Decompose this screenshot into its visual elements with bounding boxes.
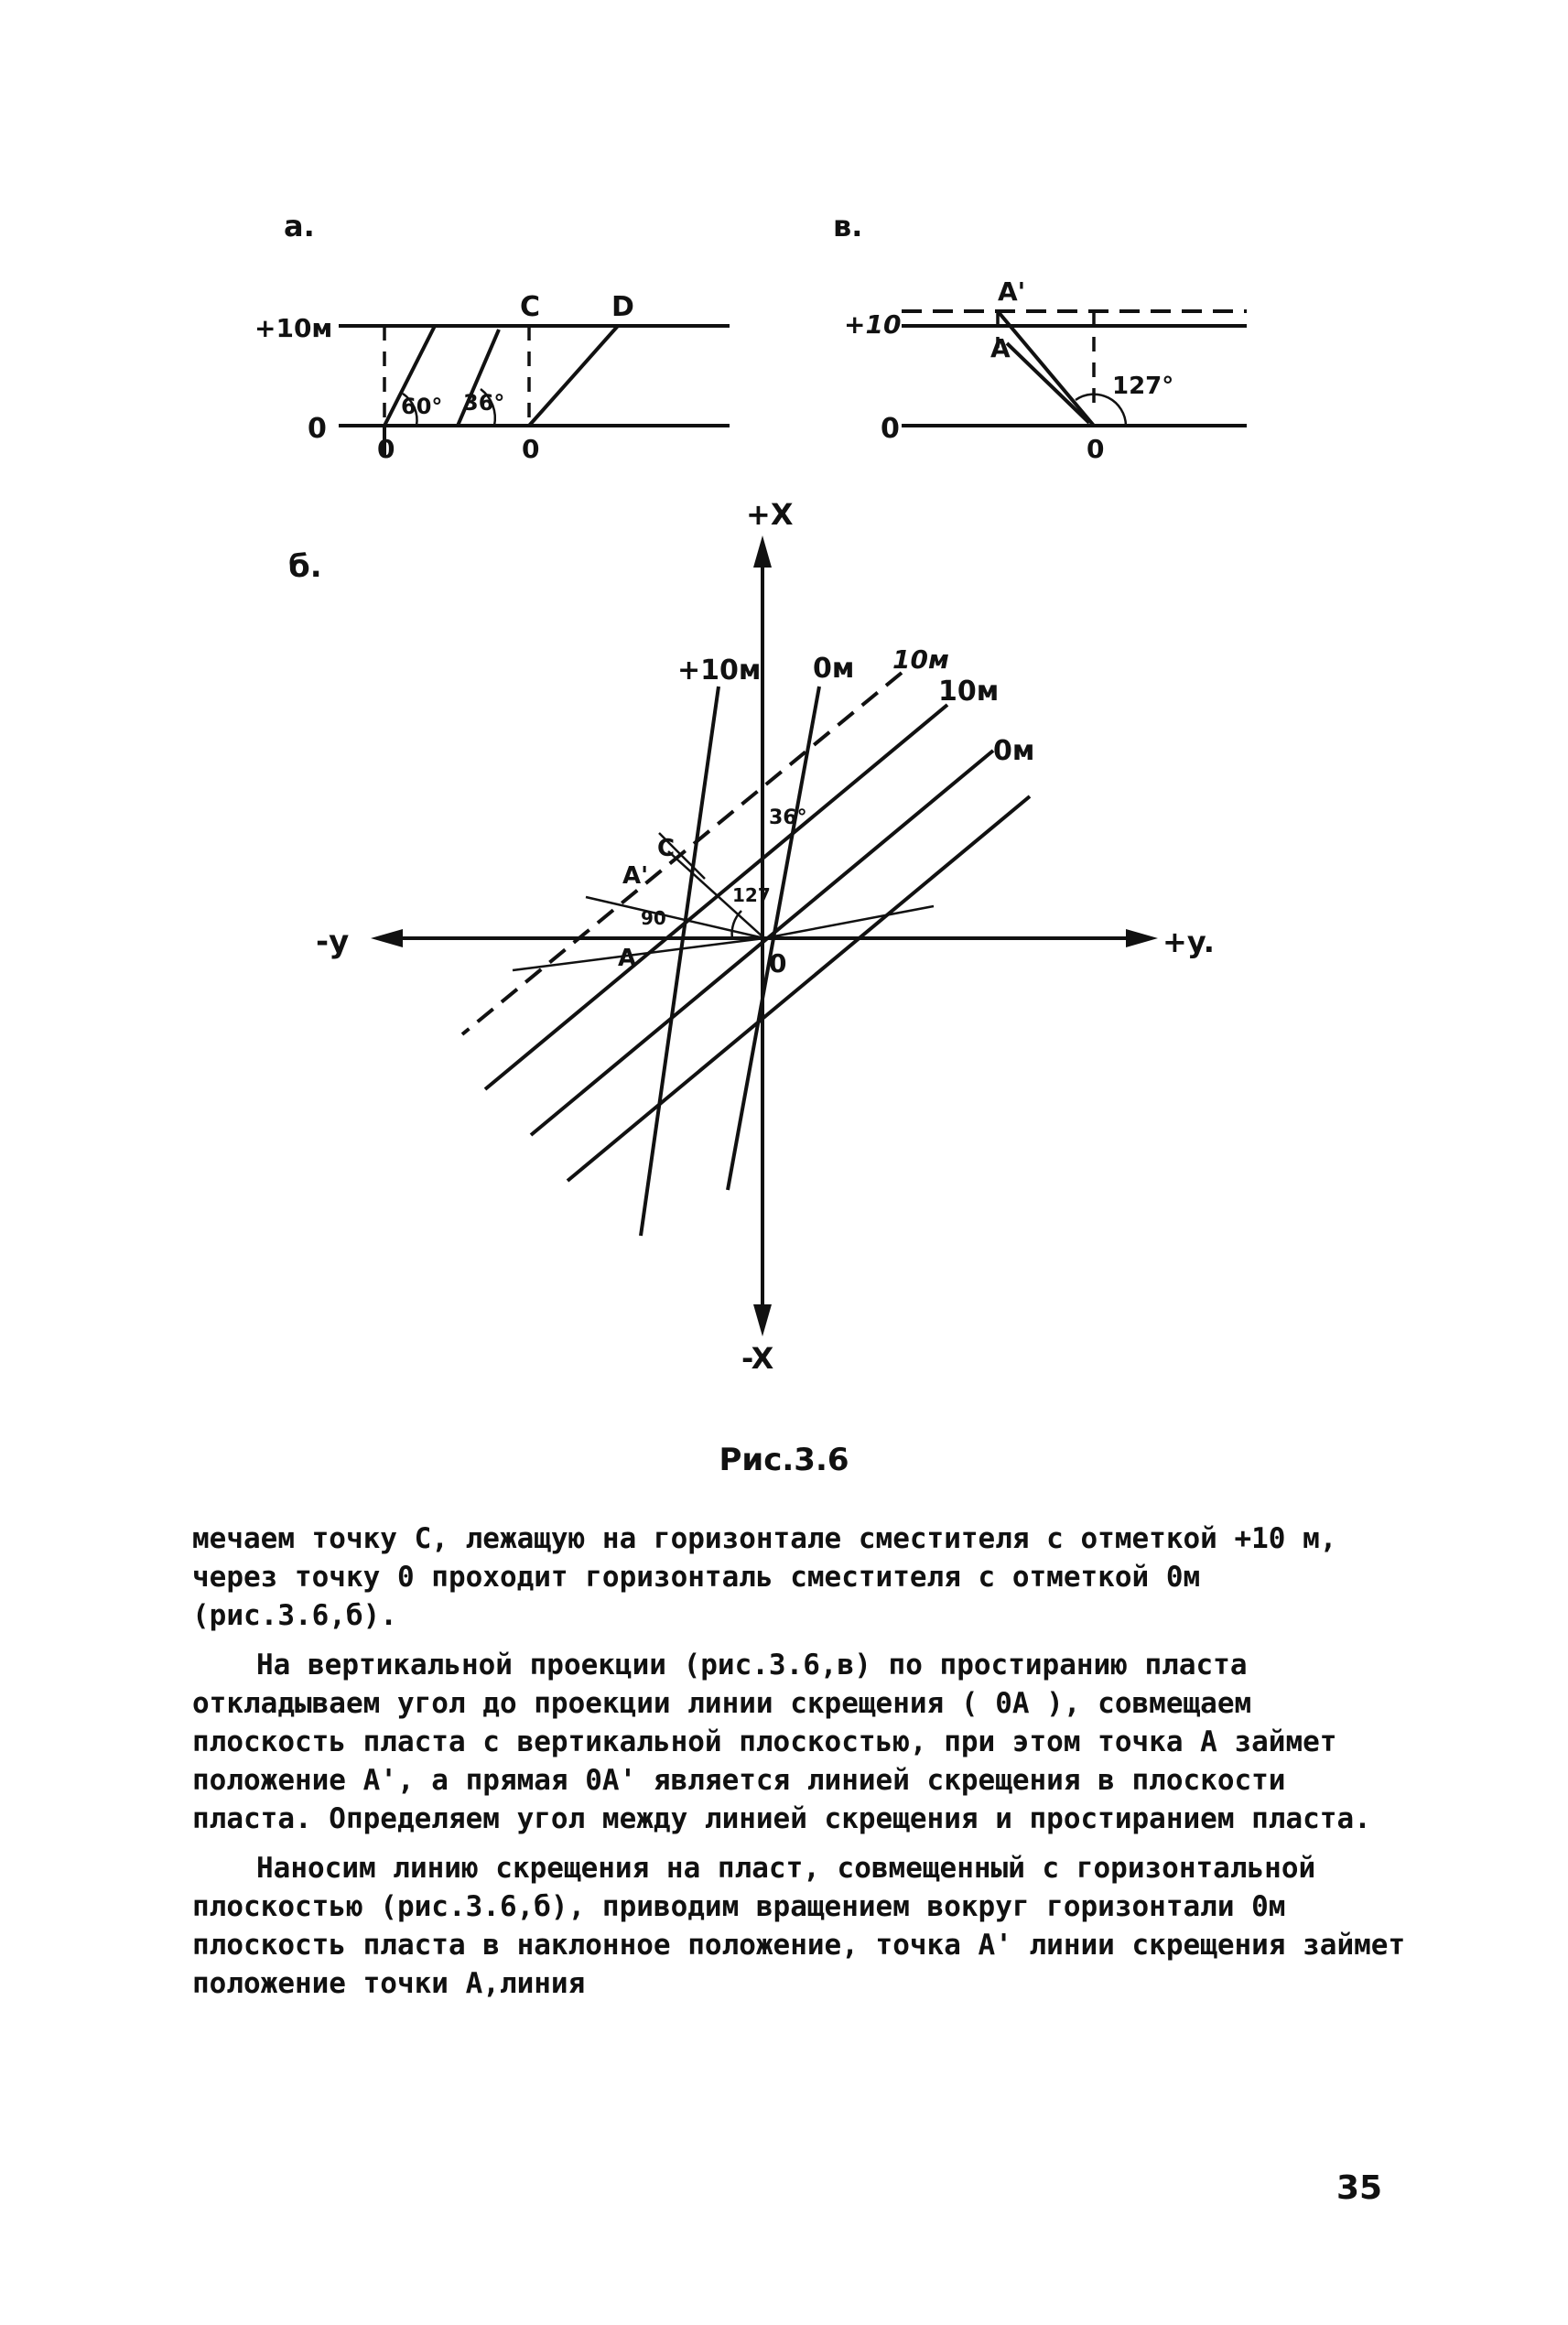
origin-0: 0 (769, 948, 787, 979)
line-10m-dashed (462, 673, 902, 1034)
panel-a-angle-60: 60° (401, 394, 443, 419)
angle-127: 127 (732, 884, 771, 906)
panel-v-label: в. (833, 209, 863, 243)
panel-v-level-bottom: 0 (881, 413, 900, 445)
line-10m (485, 705, 947, 1089)
paragraph-1: мечаем точку С, лежащую на горизонтале сместителя с отметкой +10 м, через точку 0 проходит горизонталь сместителя с отметкой 0м (рис.3.6,б). (192, 1522, 1337, 1632)
panel-a-bottom-mark-2: 0 (522, 434, 540, 464)
panel-v-angle-127: 127° (1112, 373, 1174, 400)
construct-line-3 (764, 906, 934, 938)
axis-plus-x: +X (746, 497, 794, 532)
axis-minus-x: -X (741, 1341, 774, 1376)
panel-a-line-od (529, 326, 618, 426)
x-axis-arrow-up (753, 535, 772, 568)
panel-v-bottom-mark: 0 (1087, 434, 1105, 464)
label-plus-10m: +10м (677, 654, 762, 687)
paragraph-2: На вертикальной проекции (рис.3.6,в) по простиранию пласта откладываем угол до проекции линии скрещения ( 0A ), совмещаем плоскость пласта с вертикальной плоскостью, при этом точка A займет положение A', а прямая 0A' является линией скрещения в плоскости пласта. Определяем угол между линией скрещения и простиранием пласта. (192, 1649, 1371, 1835)
paragraph-3: Наносим линию скрещения на пласт, совмещенный с горизонтальной плоскостью (рис.3.6,б), приводим вращением вокруг горизонтали 0м плоскость пласта в наклонное положение, точка A' линии скрещения займет положение точки A,линия (192, 1852, 1406, 2000)
page-number: 35 (1336, 2169, 1383, 2207)
y-axis-arrow-right (1126, 929, 1158, 947)
panel-a-bottom-mark-1: 0 (377, 434, 395, 464)
axis-minus-y: -y (316, 924, 350, 960)
panel-a (254, 209, 730, 464)
label-0m-steep: 0м (813, 653, 855, 685)
point-a-prime: A' (622, 862, 649, 890)
body-text (192, 1519, 1419, 2014)
panel-a-level-bottom: 0 (308, 413, 327, 445)
panel-v-point-a: A (990, 333, 1011, 363)
panel-a-point-c: C (520, 291, 541, 323)
label-0m: 0м (993, 735, 1035, 767)
panel-b-label: б. (288, 548, 322, 585)
figure-caption: Рис.3.6 (719, 1442, 849, 1478)
label-10m: 10м (938, 676, 1000, 708)
line-plus-10m (641, 687, 719, 1236)
y-axis-arrow-left (371, 929, 403, 947)
label-10m-dashed: 10м (892, 644, 949, 675)
panel-a-level-top: +10м (254, 313, 333, 343)
panel-v-level-top: +10 (844, 309, 902, 340)
angle-90: 90 (641, 907, 666, 929)
panel-v-point-a-prime: A' (998, 276, 1026, 307)
line-0m-lower (568, 796, 1030, 1181)
panel-v (833, 209, 1247, 464)
point-a: A (618, 945, 637, 972)
panel-b (288, 497, 1215, 1376)
construct-line-2 (513, 938, 764, 970)
panel-a-angle-36: 36° (463, 390, 505, 416)
panel-a-label: а. (284, 209, 315, 243)
axis-plus-y: +y. (1162, 925, 1215, 959)
x-axis-arrow-down (753, 1304, 772, 1336)
panel-v-line-a-prime (998, 311, 1094, 426)
panel-a-point-d: D (611, 291, 634, 323)
point-c: C (657, 835, 676, 862)
angle-top: 36° (769, 806, 807, 829)
panel-v-line-a (1007, 343, 1089, 423)
